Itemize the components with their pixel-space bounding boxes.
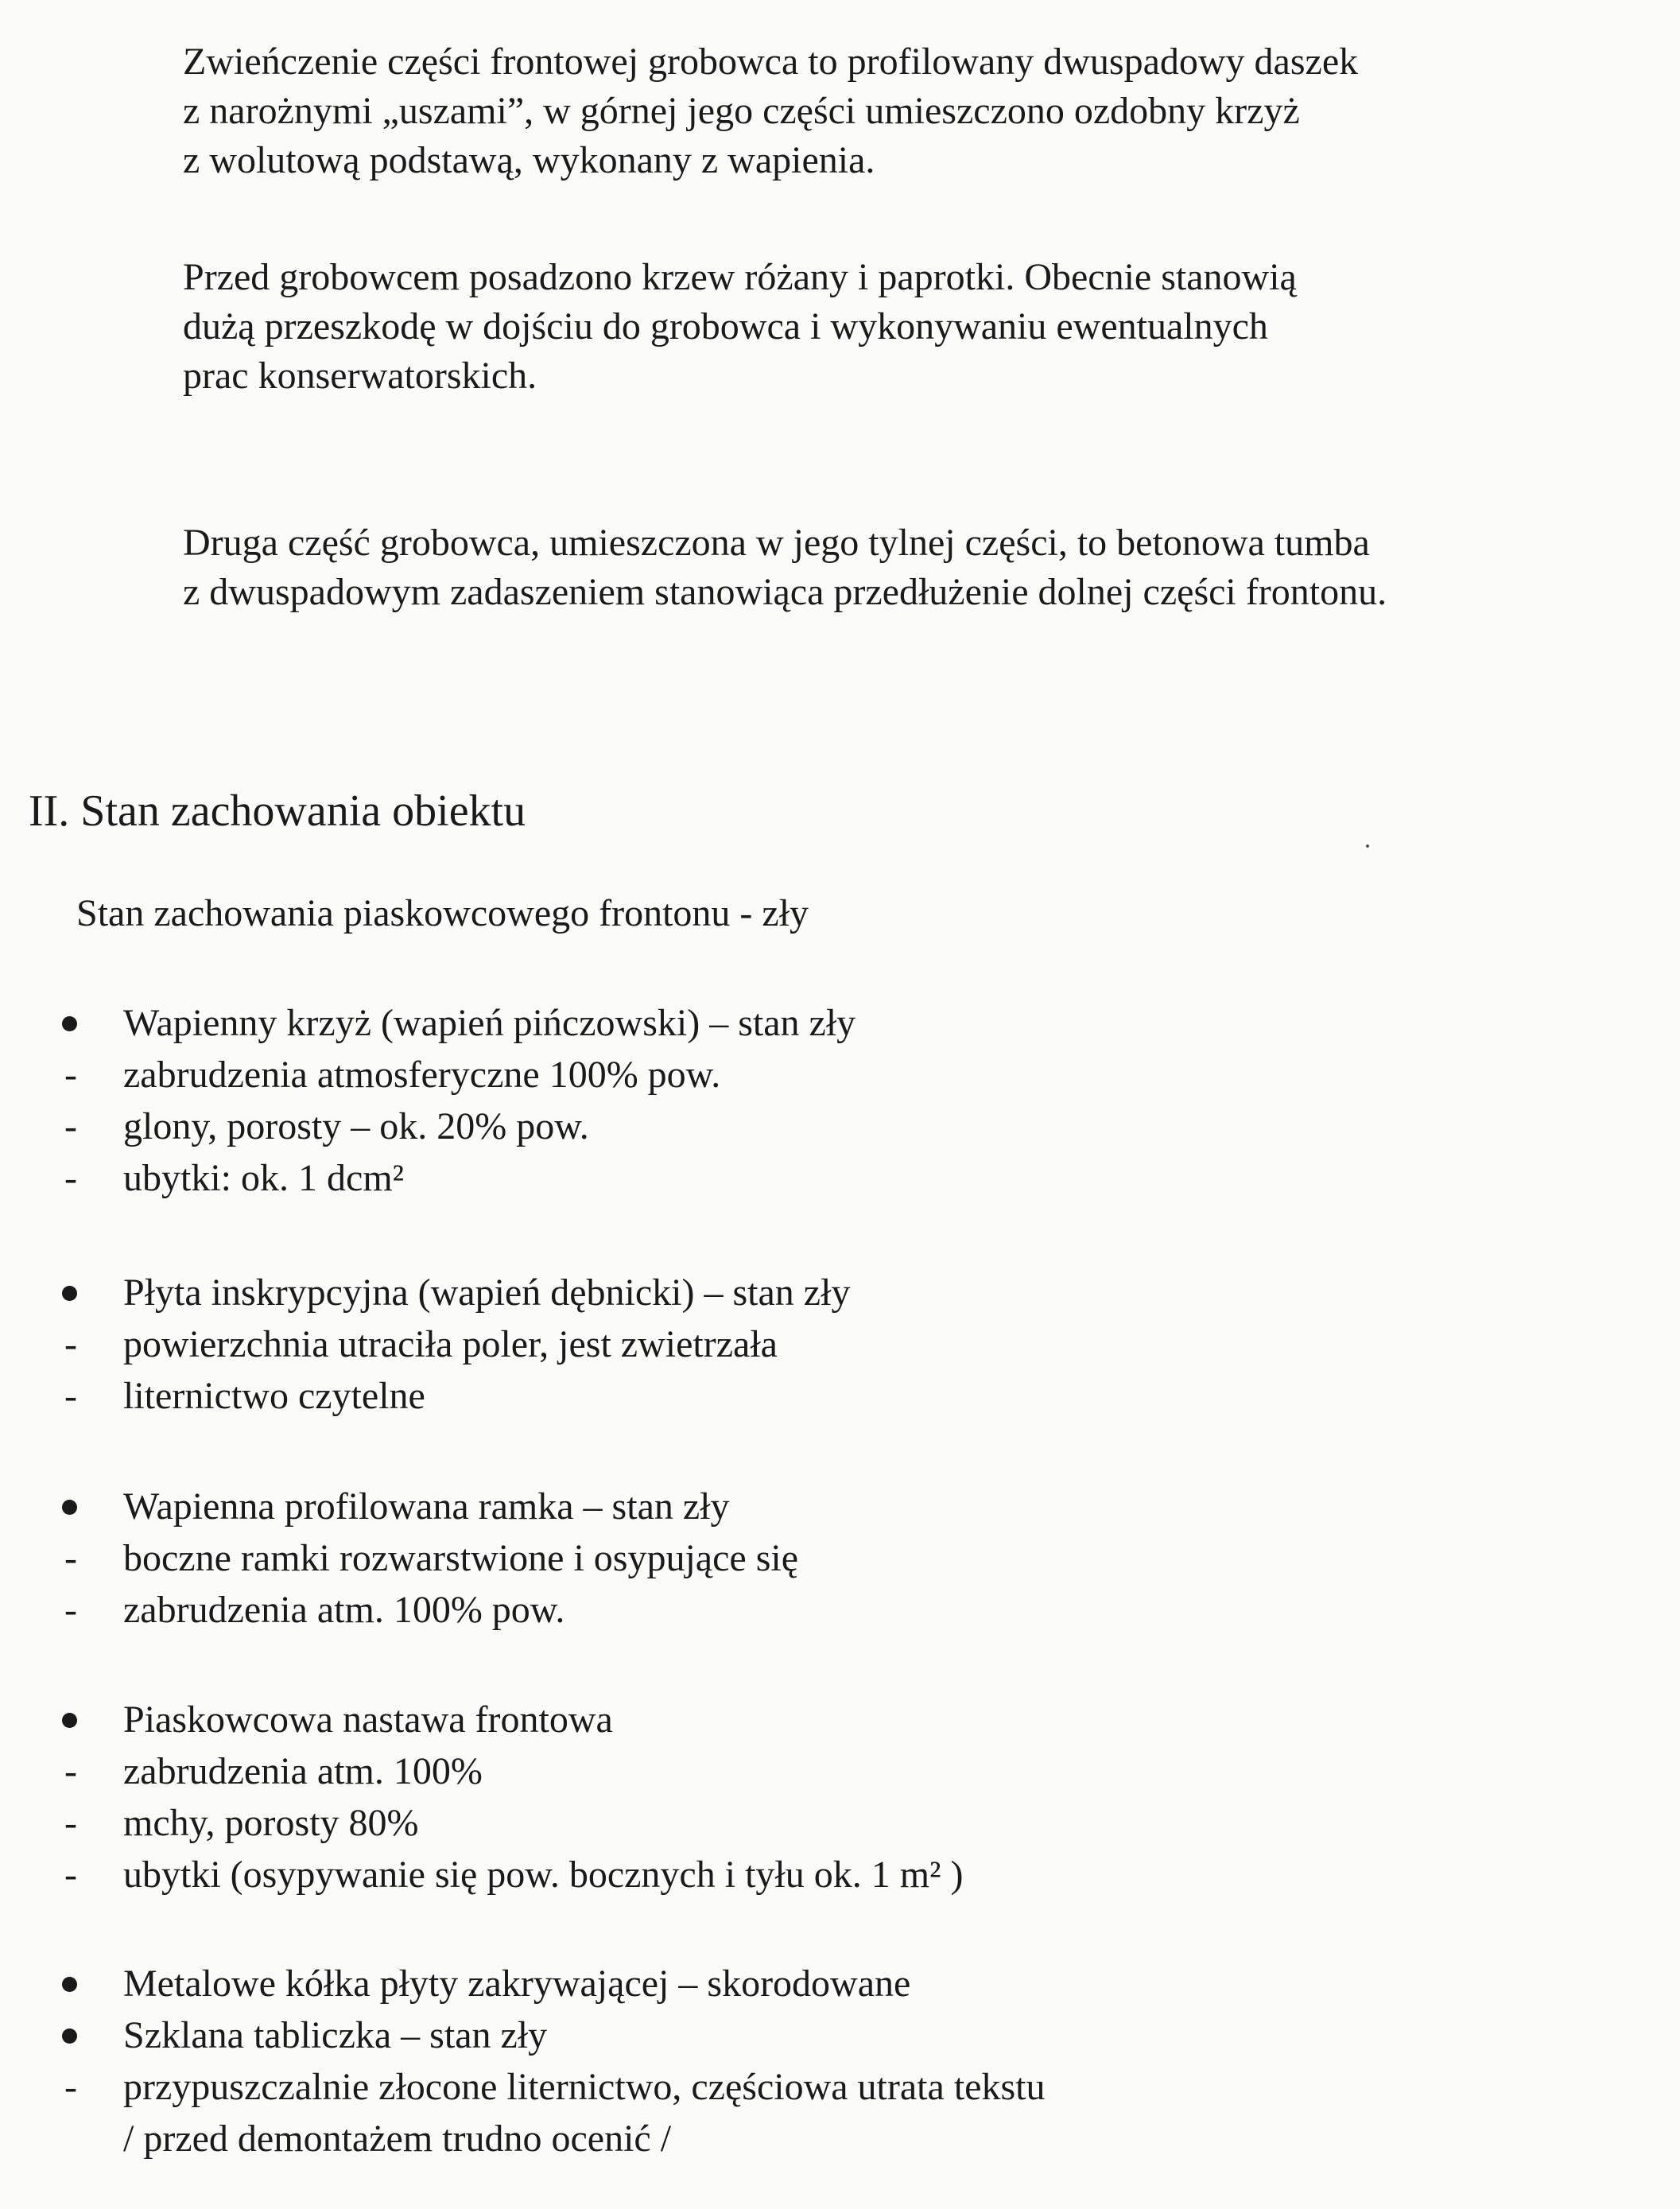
section-heading: II. Stan zachowania obiektu <box>29 786 526 836</box>
paragraph-line: Przed grobowcem posadzono krzew różany i paprotki. Obecnie stanowią <box>183 256 1297 298</box>
list-item-text: zabrudzenia atmosferyczne 100% pow. <box>123 1054 721 1096</box>
list-item-text: przypuszczalnie złocone liternictwo, częściowa utrata tekstu <box>123 2066 1046 2108</box>
bullet-icon <box>62 1713 77 1728</box>
bullet-icon <box>62 1016 77 1031</box>
list-item-text: glony, porosty – ok. 20% pow. <box>123 1105 589 1147</box>
dash-marker: - <box>64 1750 77 1792</box>
paragraph-rear-part-description <box>183 518 1387 617</box>
paragraph-line: z narożnymi „uszami”, w górnej jego części umieszczono ozdobny krzyż <box>183 90 1300 132</box>
paragraph-line: prac konserwatorskich. <box>183 355 537 397</box>
list-item-text: Wapienny krzyż (wapień pińczowski) – stan zły <box>123 1002 856 1044</box>
bullet-icon <box>62 1977 77 1992</box>
dash-marker: - <box>64 1105 77 1147</box>
bullet-icon <box>62 1286 77 1301</box>
section-subheading: Stan zachowania piaskowcowego frontonu - zły <box>76 892 809 934</box>
paragraph-line: Druga część grobowca, umieszczona w jego tylnej części, to betonowa tumba <box>183 522 1370 564</box>
scan-speck <box>1366 844 1369 848</box>
list-item-text: zabrudzenia atm. 100% <box>123 1750 483 1792</box>
bullet-icon <box>62 1500 77 1515</box>
dash-marker: - <box>64 1323 77 1365</box>
list-item-text: powierzchnia utraciła poler, jest zwietrzała <box>123 1323 778 1365</box>
paragraph-line: z wolutową podstawą, wykonany z wapienia. <box>183 139 875 181</box>
dash-marker: - <box>64 1854 77 1896</box>
dash-marker: - <box>64 2066 77 2108</box>
paragraph-roof-description <box>183 37 1358 185</box>
paragraph-plants-description <box>183 253 1297 401</box>
dash-marker: - <box>64 1802 77 1844</box>
list-item-text: zabrudzenia atm. 100% pow. <box>123 1589 565 1631</box>
dash-marker: - <box>64 1537 77 1579</box>
list-item-text: liternictwo czytelne <box>123 1375 425 1417</box>
paragraph-line: z dwuspadowym zadaszeniem stanowiąca przedłużenie dolnej części frontonu. <box>183 571 1387 613</box>
dash-marker: - <box>64 1589 77 1631</box>
list-item-text: ubytki: ok. 1 dcm² <box>123 1157 405 1199</box>
bullet-icon <box>62 2028 77 2044</box>
dash-marker: - <box>64 1157 77 1199</box>
list-item-text: boczne ramki rozwarstwione i osypujące się <box>123 1537 799 1579</box>
list-item-text: Szklana tabliczka – stan zły <box>123 2014 548 2056</box>
list-item-text: / przed demontażem trudno ocenić / <box>123 2118 672 2160</box>
dash-marker: - <box>64 1054 77 1096</box>
list-item-text: ubytki (osypywanie się pow. bocznych i tyłu ok. 1 m² ) <box>123 1854 964 1896</box>
paragraph-line: dużą przeszkodę w dojściu do grobowca i wykonywaniu ewentualnych <box>183 305 1268 347</box>
list-item-text: Płyta inskrypcyjna (wapień dębnicki) – stan zły <box>123 1271 851 1314</box>
list-item-text: mchy, porosty 80% <box>123 1802 419 1844</box>
list-item-text: Wapienna profilowana ramka – stan zły <box>123 1485 730 1528</box>
list-item-text: Metalowe kółka płyty zakrywającej – skorodowane <box>123 1962 911 2005</box>
list-item-text: Piaskowcowa nastawa frontowa <box>123 1698 613 1741</box>
paragraph-line: Zwieńczenie części frontowej grobowca to profilowany dwuspadowy daszek <box>183 41 1359 83</box>
dash-marker: - <box>64 1375 77 1417</box>
